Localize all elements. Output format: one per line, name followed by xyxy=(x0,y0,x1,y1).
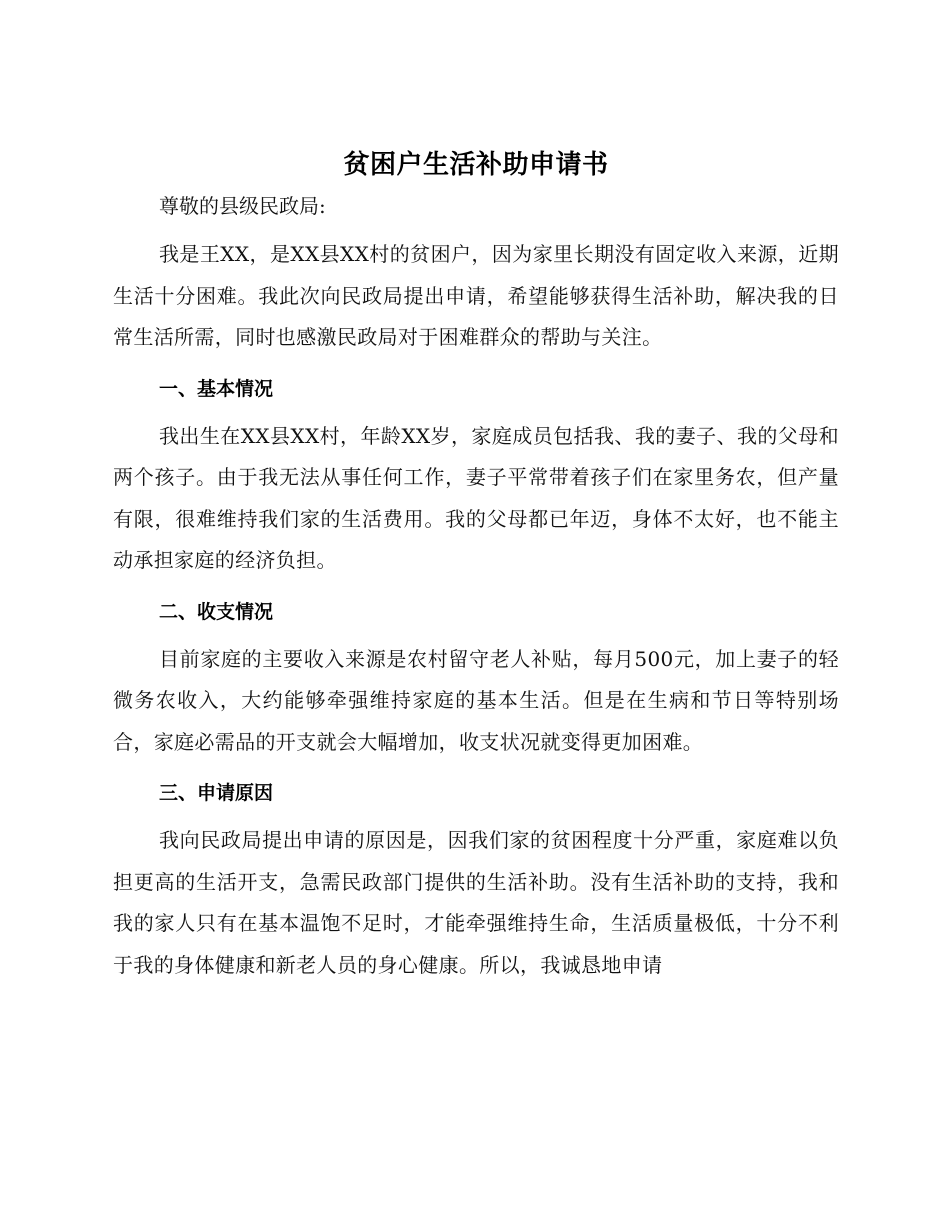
intro-paragraph: 我是王XX，是XX县XX村的贫困户，因为家里长期没有固定收入来源，近期生活十分困难。我此次向民政局提出申请，希望能够获得生活补助，解决我的日常生活所需，同时也感激民政局对于困难群众的帮助与关注。 xyxy=(113,242,839,349)
section-body-income-expense: 目前家庭的主要收入来源是农村留守老人补贴，每月500元，加上妻子的轻微务农收入，大约能够牵强维持家庭的基本生活。但是在生病和节日等特别场合，家庭必需品的开支就会大幅增加，收支状况就变得更加困难。 xyxy=(113,646,839,754)
section-heading-reason: 三、申请原因 xyxy=(159,782,274,804)
document-body xyxy=(113,145,839,986)
section-heading-basic-info: 一、基本情况 xyxy=(159,377,274,400)
section-heading-income-expense: 二、收支情况 xyxy=(159,600,274,623)
section-body-basic-info: 我出生在XX县XX村，年龄XX岁，家庭成员包括我、我的妻子、我的父母和两个孩子。由于我无法从事任何工作，妻子平常带着孩子们在家里务农，但产量有限，很难维持我们家的生活费用。我的父母都已年迈，身体不太好，也不能主动承担家庭的经济负担。 xyxy=(113,423,839,572)
salutation: 尊敬的县级民政局: xyxy=(159,194,326,218)
section-body-reason: 我向民政局提出申请的原因是，因我们家的贫困程度十分严重，家庭难以负担更高的生活开支，急需民政部门提供的生活补助。没有生活补助的支持，我和我的家人只有在基本温饱不足时，才能牵强维持生命，生活质量极低，十分不利于我的身体健康和新老人员的身心健康。所以，我诚恳地申请 xyxy=(113,828,839,977)
document-title: 贫困户生活补助申请书 xyxy=(343,150,609,180)
